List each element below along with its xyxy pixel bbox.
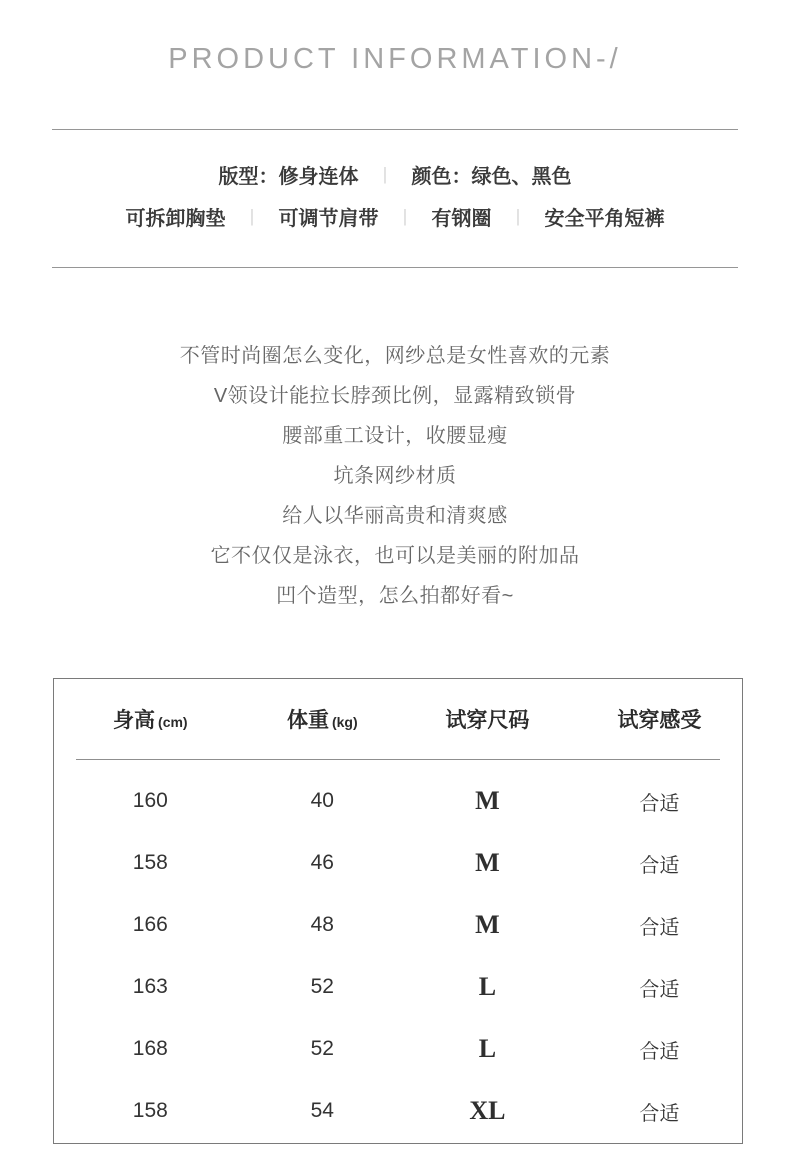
column-header-height: 身高 (cm) — [113, 709, 188, 732]
spec-color: 颜色：绿色、黑色 — [411, 166, 572, 188]
spec-underwire: 有钢圈 — [431, 208, 492, 230]
spec-safety-shorts: 安全平角短裤 — [544, 208, 665, 230]
table-row — [54, 1018, 742, 1080]
cell-fit: 合适 — [639, 1040, 680, 1063]
bottom-divider — [52, 267, 738, 268]
cell-size: L — [478, 1034, 497, 1063]
column-header-size: 试穿尺码 — [445, 709, 530, 732]
cell-fit: 合适 — [639, 854, 680, 877]
description-line: 它不仅仅是泳衣，也可以是美丽的附加品 — [210, 545, 580, 567]
cell-height: 160 — [132, 789, 168, 812]
cell-size: M — [475, 848, 500, 877]
cell-fit: 合适 — [639, 916, 680, 939]
spec-separator: ｜ — [244, 209, 260, 228]
column-unit: (cm) — [158, 714, 188, 730]
cell-height: 168 — [132, 1037, 168, 1060]
column-header-fit: 试穿感受 — [617, 709, 702, 732]
description-line: 给人以华丽高贵和清爽感 — [282, 505, 508, 527]
cell-weight: 54 — [310, 1099, 334, 1122]
table-row — [54, 956, 742, 1018]
spec-chest-pad: 可拆卸胸垫 — [125, 208, 226, 230]
description-line: 坑条网纱材质 — [333, 465, 457, 487]
spec-separator: ｜ — [397, 209, 413, 228]
cell-fit: 合适 — [639, 978, 680, 1001]
column-header-weight: 体重 (kg) — [286, 709, 358, 732]
table-row — [54, 894, 742, 956]
cell-height: 163 — [132, 975, 168, 998]
cell-fit: 合适 — [639, 1102, 680, 1125]
size-reference-table — [53, 678, 743, 1144]
spec-separator: ｜ — [377, 167, 393, 186]
cell-fit: 合适 — [639, 792, 680, 815]
cell-size: M — [475, 786, 500, 815]
cell-size: L — [478, 972, 497, 1001]
cell-weight: 46 — [310, 851, 334, 874]
cell-height: 158 — [132, 1099, 168, 1122]
column-unit: (kg) — [331, 714, 358, 730]
product-description — [0, 336, 790, 616]
description-line: V领设计能拉长脖颈比例，显露精致锁骨 — [213, 385, 577, 407]
cell-weight: 40 — [310, 789, 334, 812]
cell-size: M — [475, 910, 500, 939]
cell-height: 166 — [132, 913, 168, 936]
spec-separator: ｜ — [510, 209, 526, 228]
cell-size: XL — [469, 1096, 506, 1125]
spec-shoulder-strap: 可调节肩带 — [278, 208, 379, 230]
description-line: 腰部重工设计，收腰显瘦 — [282, 425, 508, 447]
size-table-body — [54, 760, 742, 1142]
table-row — [54, 1080, 742, 1142]
description-line: 凹个造型，怎么拍都好看~ — [276, 585, 514, 607]
page-title: PRODUCT INFORMATION-/ — [168, 43, 622, 75]
table-row — [54, 770, 742, 832]
table-row — [54, 832, 742, 894]
description-line: 不管时尚圈怎么变化，网纱总是女性喜欢的元素 — [179, 345, 611, 367]
top-divider — [52, 129, 738, 130]
spec-fit-type: 版型：修身连体 — [218, 166, 359, 188]
spec-row-1 — [0, 163, 790, 191]
cell-weight: 48 — [310, 913, 334, 936]
size-table-header — [54, 679, 742, 759]
spec-row-2 — [0, 205, 790, 233]
cell-weight: 52 — [310, 1037, 334, 1060]
cell-weight: 52 — [310, 975, 334, 998]
cell-height: 158 — [132, 851, 168, 874]
